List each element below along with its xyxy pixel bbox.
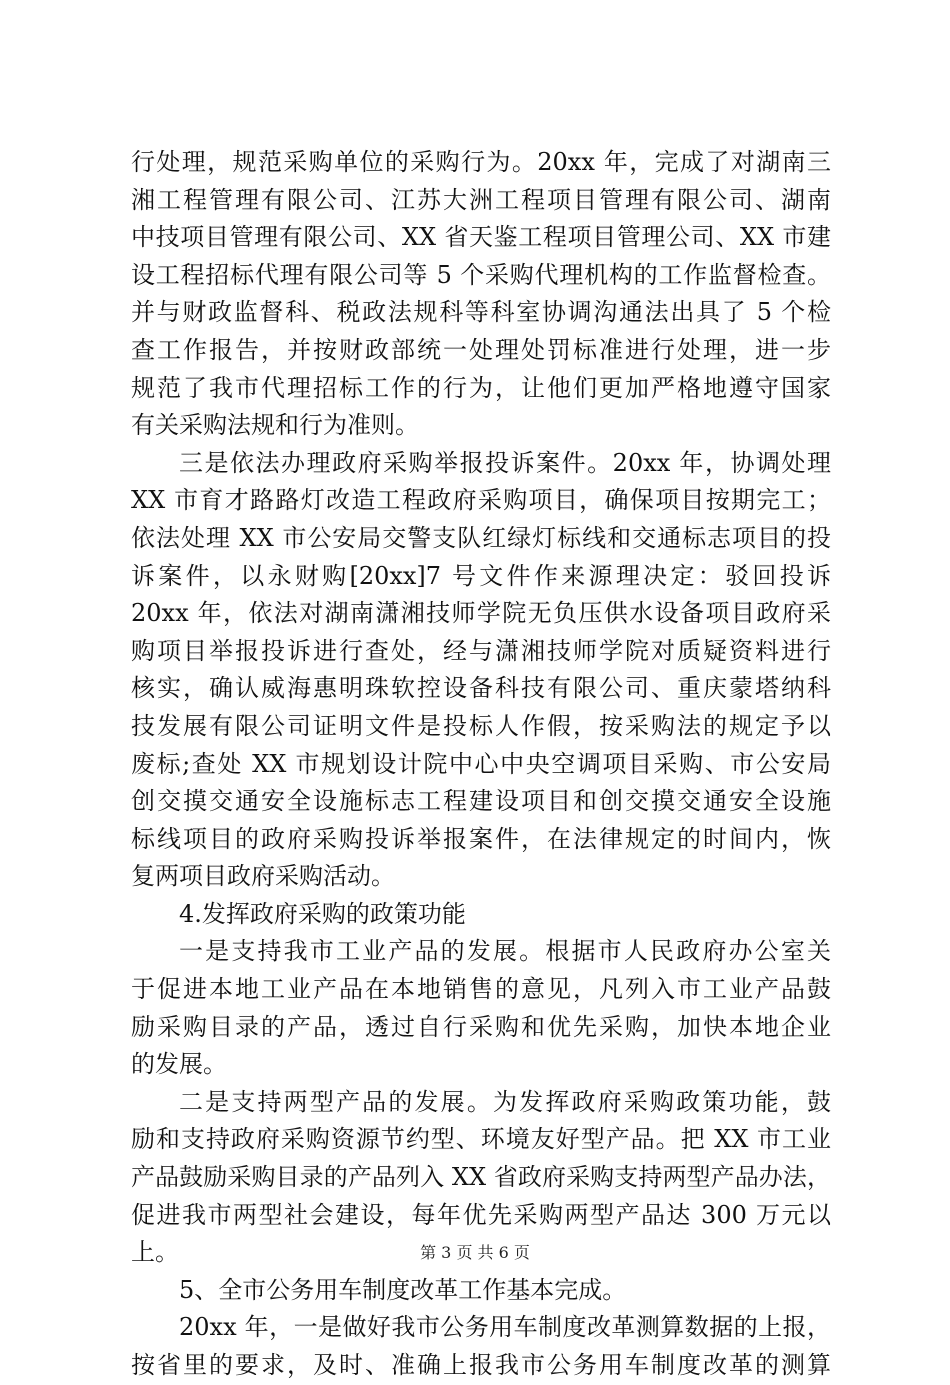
text-line: 湘工程管理有限公司、江苏大洲工程项目管理有限公司、湖南 — [131, 185, 831, 214]
paragraph-start-line: 20xx 年，一是做好我市公务用车制度改革测算数据的上报， — [179, 1313, 831, 1342]
text-line: 促进我市两型社会建设，每年优先采购两型产品达 300 万元以 — [131, 1200, 831, 1229]
section-heading: 4.发挥政府采购的政策功能 — [179, 899, 466, 928]
text-line: 核实，确认威海惠明珠软控设备科技有限公司、重庆蒙塔纳科 — [131, 674, 831, 703]
text-line: 规范了我市代理招标工作的行为，让他们更加严格地遵守国家 — [131, 373, 831, 402]
text-line: 标线项目的政府采购投诉举报案件，在法律规定的时间内，恢 — [131, 824, 831, 853]
text-line: 上。 — [131, 1238, 179, 1267]
text-line: 并与财政监督科、税政法规科等科室协调沟通法出具了 5 个检 — [131, 298, 831, 327]
text-line: 复两项目政府采购活动。 — [131, 862, 395, 891]
text-line: 查工作报告，并按财政部统一处理处罚标准进行处理，进一步 — [131, 335, 831, 364]
paragraph-start-line: 三是依法办理政府采购举报投诉案件。20xx 年，协调处理 — [179, 448, 831, 477]
page-number-footer: 第 3 页 共 6 页 — [420, 1243, 530, 1262]
text-line: 中技项目管理有限公司、XX 省天鉴工程项目管理公司、XX 市建 — [131, 223, 831, 252]
text-line: 诉案件，以永财购[20xx]7 号文件作来源理决定：驳回投诉 — [131, 561, 831, 590]
text-line: 依法处理 XX 市公安局交警支队红绿灯标线和交通标志项目的投 — [131, 523, 831, 552]
text-line: 行处理，规范采购单位的采购行为。20xx 年，完成了对湖南三 — [131, 148, 831, 176]
text-line: 设工程招标代理有限公司等 5 个采购代理机构的工作监督检查。 — [131, 260, 831, 289]
text-line: 励和支持政府采购资源节约型、环境友好型产品。把 XX 市工业 — [131, 1125, 831, 1154]
text-line: 技发展有限公司证明文件是投标人作假，按采购法的规定予以 — [131, 711, 831, 740]
text-line: 的发展。 — [131, 1050, 227, 1079]
text-line: 20xx 年，依法对湖南潇湘技师学院无负压供水设备项目政府采 — [131, 599, 831, 628]
text-line: 创交摸交通安全设施标志工程建设项目和创交摸交通安全设施 — [131, 787, 831, 816]
text-line: 废标;查处 XX 市规划设计院中心中央空调项目采购、市公安局 — [131, 749, 831, 778]
paragraph-start-line: 二是支持两型产品的发展。为发挥政府采购政策功能，鼓 — [179, 1087, 831, 1116]
text-line: 于促进本地工业产品在本地销售的意见，凡列入市工业产品鼓 — [131, 975, 831, 1004]
text-line: 产品鼓励采购目录的产品列入 XX 省政府采购支持两型产品办法， — [131, 1163, 831, 1192]
paragraph-start-line: 一是支持我市工业产品的发展。根据市人民政府办公室关 — [179, 937, 831, 966]
text-line: 按省里的要求，及时、准确上报我市公务用车制度改革的测算 — [131, 1351, 831, 1379]
text-line: XX 市育才路路灯改造工程政府采购项目，确保项目按期完工； — [131, 486, 831, 515]
section-heading: 5、全市公务用车制度改革工作基本完成。 — [179, 1275, 627, 1304]
text-line: 有关采购法规和行为准则。 — [131, 411, 419, 440]
text-line: 励采购目录的产品，透过自行采购和优先采购，加快本地企业 — [131, 1012, 831, 1041]
text-line: 购项目举报投诉进行查处，经与潇湘技师学院对质疑资料进行 — [131, 636, 831, 665]
document-body — [131, 144, 831, 1385]
